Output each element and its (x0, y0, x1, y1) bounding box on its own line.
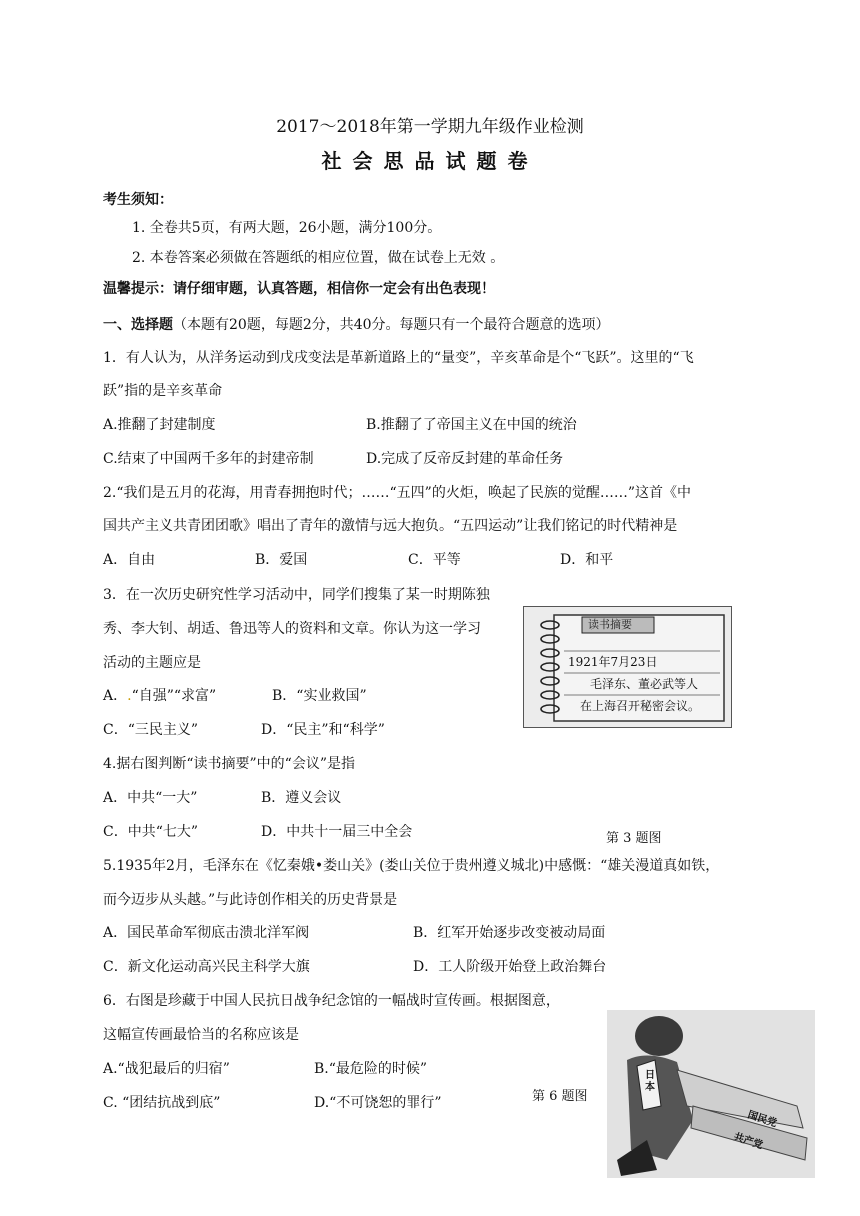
q5-stem-line1: 5.1935年2月，毛泽东在《忆秦娥•娄山关》(娄山关位于贵州遵义城北)中感慨：“雄关漫道真如铁， (103, 858, 720, 874)
section-1-desc: （本题有20题，每题2分，共40分。每题只有一个最符合题意的选项） (173, 317, 610, 333)
figure-6-label-japan: 日本 (645, 1070, 655, 1093)
q6-stem-line1: 6．右图是珍藏于中国人民抗日战争纪念馆的一幅战时宣传画。根据图意， (103, 993, 560, 1009)
warm-tip: 温馨提示：请仔细审题，认真答题，相信你一定会有出色表现！ (103, 281, 495, 297)
q6-option-a: A.“战犯最后的归宿” (103, 1061, 230, 1077)
q3-stem-line2: 秀、李大钊、胡适、鲁迅等人的资料和文章。你认为这一学习 (103, 621, 481, 637)
q2-option-b: B．爱国 (255, 552, 308, 568)
q6-stem-line2: 这幅宣传画最恰当的名称应该是 (103, 1027, 299, 1043)
figure-6-caption: 第 6 题图 (532, 1089, 588, 1104)
q4-option-c: C．中共“七大” (103, 824, 199, 840)
q2-stem-line1: 2.“我们是五月的花海，用青春拥抱时代；……“五四”的火炬，唤起了民族的觉醒……”这首《中 (103, 485, 691, 501)
q1-stem-line1: 1．有人认为，从洋务运动到戊戌变法是革新道路上的“量变”，辛亥革命是个“飞跃”。这里的“飞 (103, 350, 694, 366)
q2-option-d: D．和平 (560, 552, 614, 568)
q4-option-b: B．遵义会议 (261, 790, 342, 806)
figure-3-handwriting-1: 1921年7月23日 (568, 655, 658, 669)
notice-item-1: 1. 全卷共5页，有两大题，26小题，满分100分。 (132, 220, 442, 236)
soldier-illustration-icon (607, 1010, 815, 1178)
q6-option-c: C. “团结抗战到底” (103, 1095, 221, 1111)
q3-option-a-text: “自强”“求富” (131, 688, 217, 704)
page-title: 2017～2018年第一学期九年级作业检测 (276, 117, 584, 137)
figure-3-handwriting-3: 在上海召开秘密会议。 (580, 699, 701, 713)
figure-6-label-ccp: 共产党 (732, 1131, 765, 1152)
section-1-heading: 一、选择题 (103, 317, 173, 333)
figure-3-notebook-image (523, 606, 732, 728)
q3-stem-line3: 活动的主题应是 (103, 655, 201, 671)
q3-option-b: B．“实业救国” (272, 688, 367, 704)
q1-option-b: B.推翻了了帝国主义在中国的统治 (366, 417, 577, 433)
q1-stem-line2: 跃”指的是辛亥革命 (103, 383, 223, 399)
q3-option-a-label: A． (103, 688, 128, 704)
q4-stem: 4.据右图判断“读书摘要”中的“会议”是指 (103, 756, 355, 772)
q5-option-b: B．红军开始逐步改变被动局面 (413, 925, 606, 941)
q1-option-d: D.完成了反帝反封建的革命任务 (366, 451, 564, 467)
figure-6-label-kmt: 国民党 (746, 1109, 779, 1130)
figure-6-propaganda-image (607, 1010, 815, 1178)
figure-3-tag: 读书摘要 (588, 618, 632, 631)
page-subtitle: 社会思品试题卷 (321, 149, 539, 173)
q6-option-b: B.“最危险的时候” (314, 1061, 428, 1077)
section-1-header (103, 316, 610, 334)
q2-option-c: C．平等 (408, 552, 461, 568)
q4-option-a: A．中共“一大” (103, 790, 198, 806)
q4-option-d: D．中共十一届三中全会 (261, 824, 413, 840)
q5-option-d: D．工人阶级开始登上政治舞台 (413, 959, 607, 975)
notice-heading: 考生须知： (103, 192, 173, 208)
notice-item-2: 2. 本卷答案必须做在答题纸的相应位置，做在试卷上无效 。 (132, 250, 505, 266)
q3-option-d: D．“民主”和“科学” (261, 722, 385, 738)
q3-stem-line1: 3．在一次历史研究性学习活动中，同学们搜集了某一时期陈独 (103, 587, 490, 603)
q1-option-c: C.结束了中国两千多年的封建帝制 (103, 451, 314, 467)
q1-option-a: A.推翻了封建制度 (103, 417, 216, 433)
q5-option-a: A．国民革命军彻底击溃北洋军阀 (103, 925, 310, 941)
q2-stem-line2: 国共产主义共青团团歌》唱出了青年的激情与远大抱负。“五四运动”让我们铭记的时代精神是 (103, 518, 678, 534)
q5-option-c: C．新文化运动高兴民主科学大旗 (103, 959, 310, 975)
q5-stem-line2: 而今迈步从头越。”与此诗创作相关的历史背景是 (103, 892, 398, 908)
q6-option-d: D.“不可饶恕的罪行” (314, 1095, 442, 1111)
q3-option-c: C．“三民主义” (103, 722, 199, 738)
figure-3-caption: 第 3 题图 (606, 831, 662, 846)
q2-option-a: A．自由 (103, 552, 156, 568)
q3-option-a: A．.“自强”“求富” (103, 688, 217, 704)
figure-3-handwriting-2: 毛泽东、董必武等人 (590, 677, 699, 691)
